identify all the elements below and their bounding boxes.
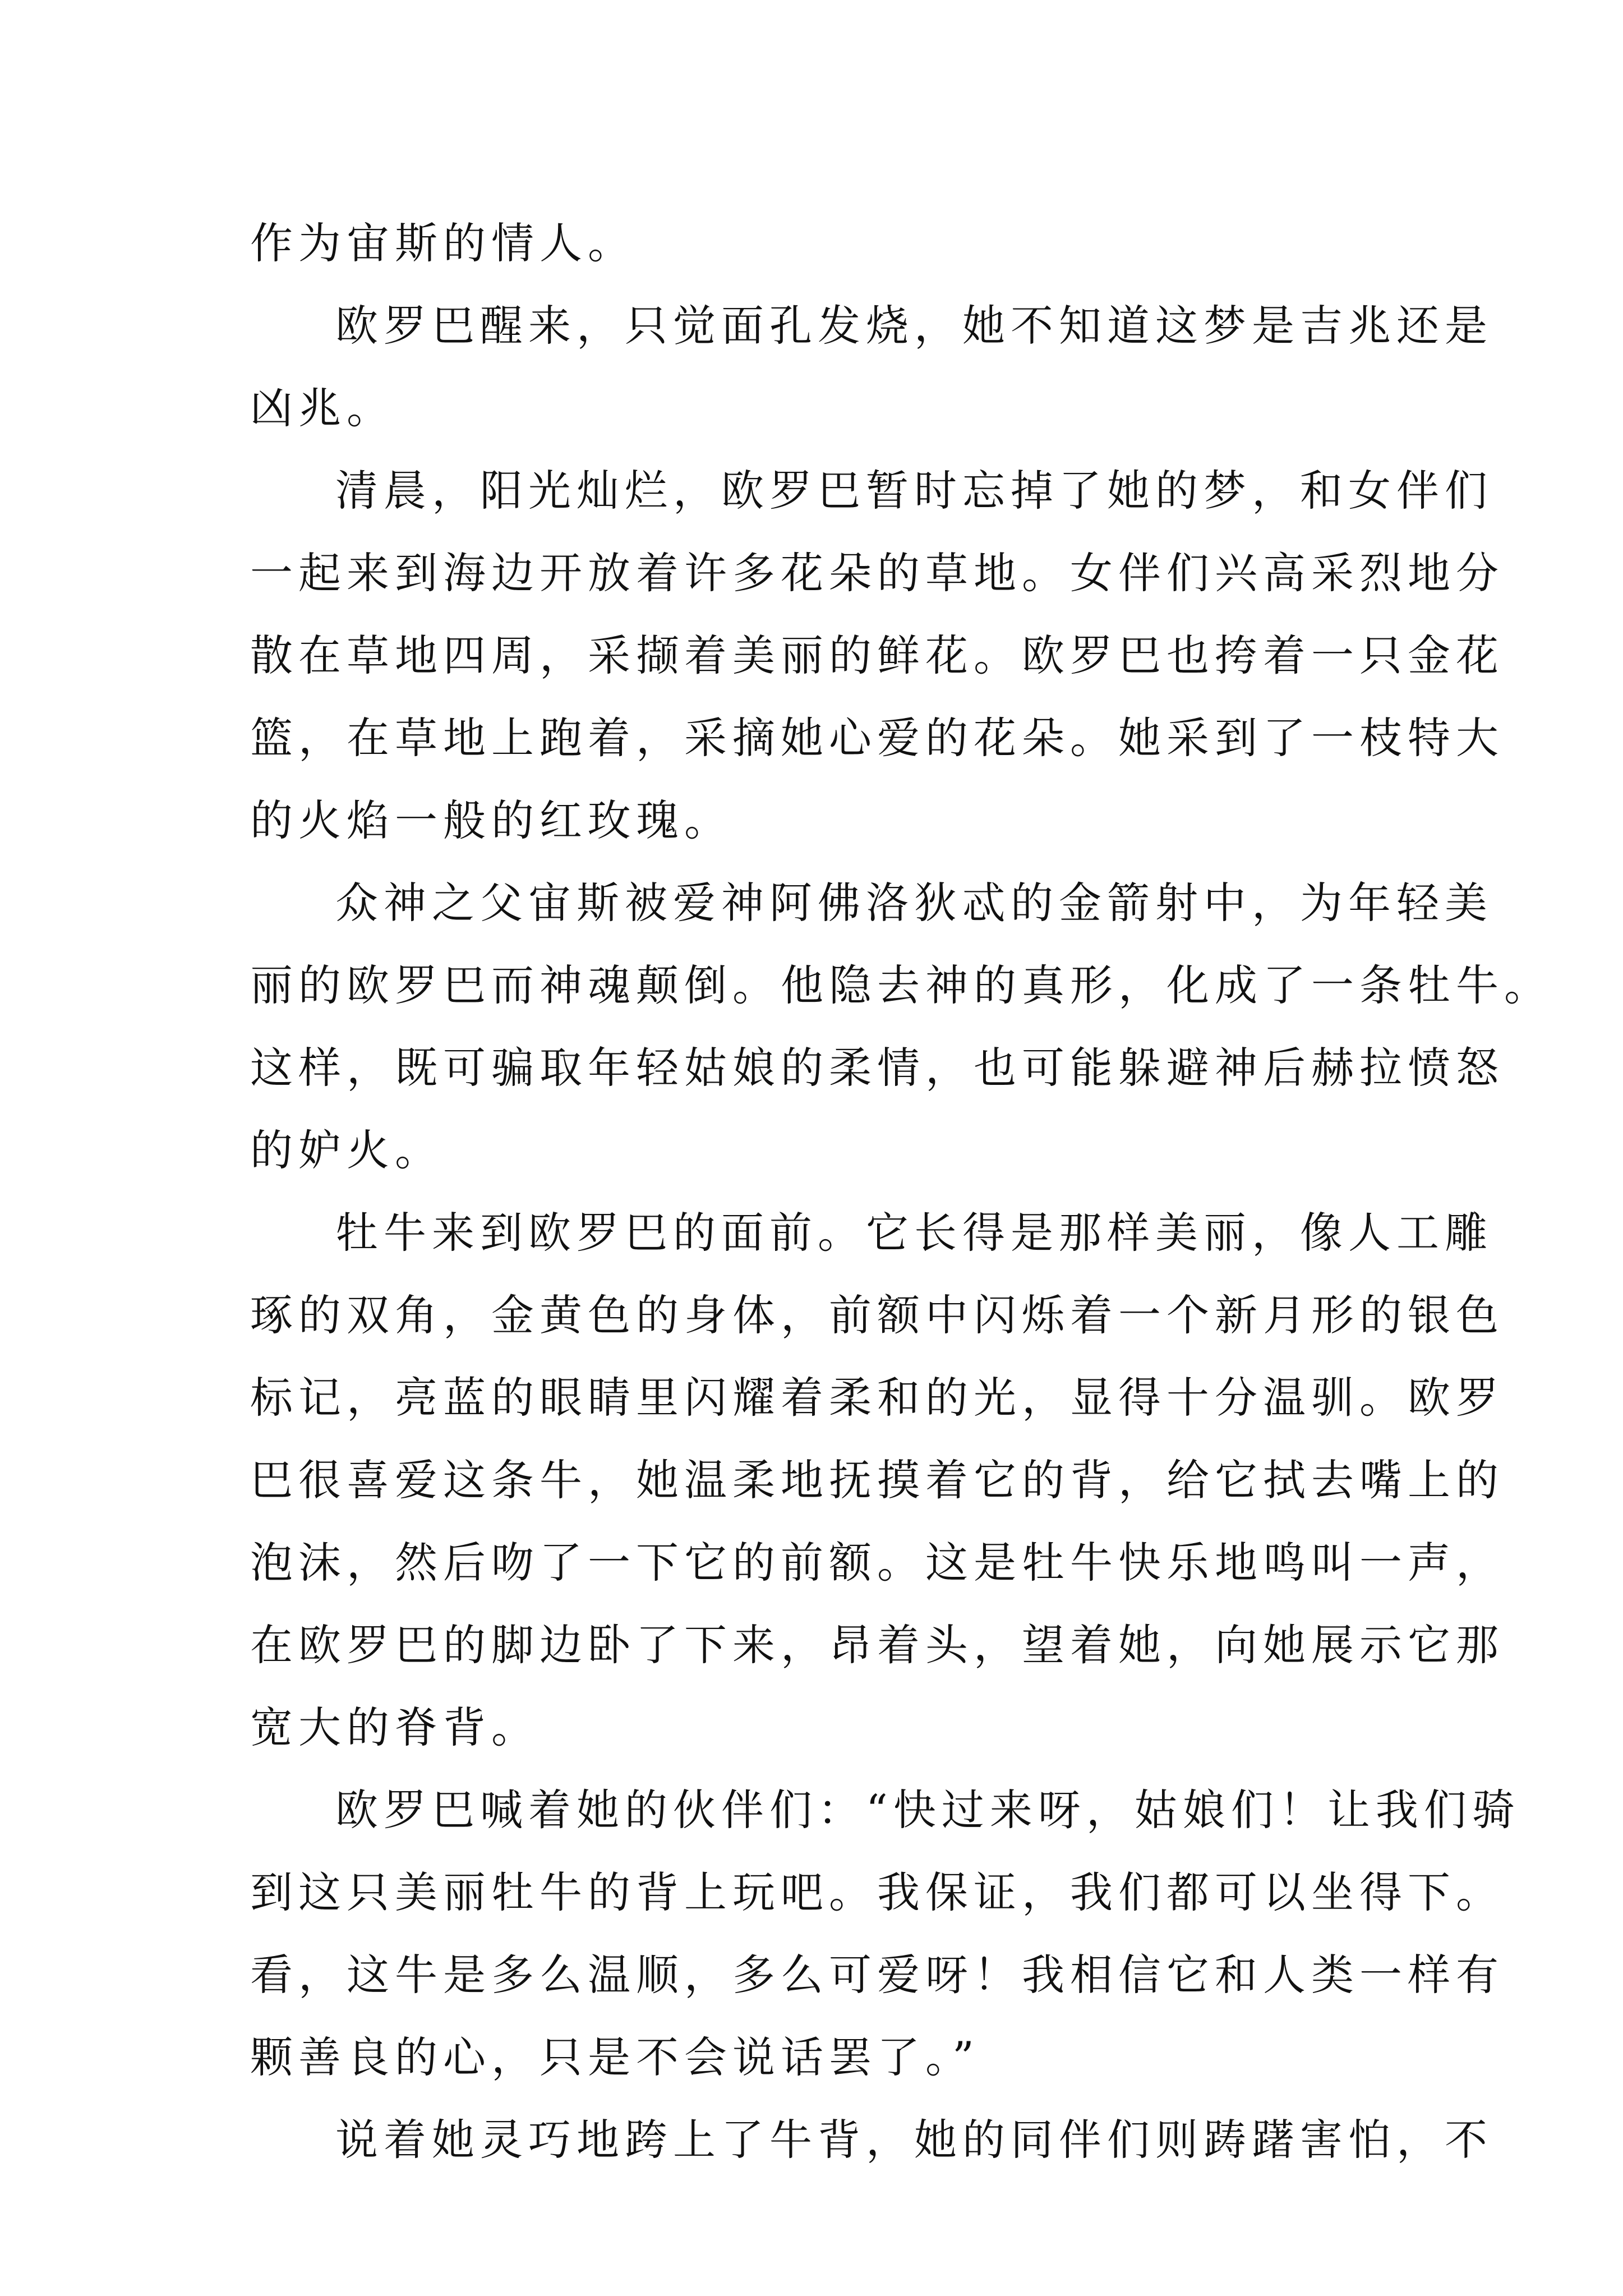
text-line: 泡沫，然后吻了一下它的前额。这是牡牛快乐地鸣叫一声， xyxy=(250,1538,1504,1588)
text-line: 一起来到海边开放着许多花朵的草地。女伴们兴高采烈地分 xyxy=(250,548,1504,598)
paragraph-1 xyxy=(250,202,1380,284)
text-line: 散在草地四周，采撷着美丽的鲜花。欧罗巴也挎着一只金花 xyxy=(250,631,1504,680)
text-line: 欧罗巴醒来，只觉面孔发烧，她不知道这梦是吉兆还是 xyxy=(335,301,1493,351)
paragraph-7 xyxy=(250,2099,1493,2181)
text-line: 的火焰一般的红玫瑰。 xyxy=(250,795,732,845)
text-line: 在欧罗巴的脚边卧了下来，昂着头，望着她，向她展示它那 xyxy=(250,1620,1504,1670)
text-line: 作为宙斯的情人。 xyxy=(250,218,636,268)
text-line: 到这只美丽牡牛的背上玩吧。我保证，我们都可以坐得下。 xyxy=(250,1867,1504,1917)
paragraph-2 xyxy=(250,284,1493,449)
text-line: 牡牛来到欧罗巴的面前。它长得是那样美丽，像人工雕 xyxy=(335,1208,1493,1258)
text-line: 丽的欧罗巴而神魂颠倒。他隐去神的真形，化成了一条牡牛。 xyxy=(250,960,1552,1010)
text-line: 颗善良的心，只是不会说话罢了。” xyxy=(250,2032,980,2082)
text-line: 这样，既可骗取年轻姑娘的柔情，也可能躲避神后赫拉愤怒 xyxy=(250,1043,1504,1093)
text-line: 清晨，阳光灿烂，欧罗巴暂时忘掉了她的梦，和女伴们 xyxy=(335,466,1493,516)
text-line: 宽大的脊背。 xyxy=(250,1703,540,1752)
paragraph-4 xyxy=(250,862,1552,1191)
text-line: 篮，在草地上跑着，采摘她心爱的花朵。她采到了一枝特大 xyxy=(250,713,1504,763)
paragraph-5 xyxy=(250,1191,1504,1769)
paragraph-6 xyxy=(250,1769,1520,2099)
text-line: 标记，亮蓝的眼睛里闪耀着柔和的光，显得十分温驯。欧罗 xyxy=(250,1373,1504,1423)
text-line: 欧罗巴喊着她的伙伴们：“快过来呀，姑娘们！让我们骑 xyxy=(335,1785,1520,1835)
text-line: 的妒火。 xyxy=(250,1125,443,1175)
text-line: 巴很喜爱这条牛，她温柔地抚摸着它的背，给它拭去嘴上的 xyxy=(250,1455,1504,1505)
text-line: 说着她灵巧地跨上了牛背，她的同伴们则踌躇害怕，不 xyxy=(335,2115,1493,2165)
text-line: 琢的双角，金黄色的身体，前额中闪烁着一个新月形的银色 xyxy=(250,1290,1504,1340)
paragraph-3 xyxy=(250,449,1504,862)
document-body xyxy=(250,202,1552,2181)
text-line: 看，这牛是多么温顺，多么可爱呀！我相信它和人类一样有 xyxy=(250,1950,1504,2000)
text-line: 众神之父宙斯被爱神阿佛洛狄忒的金箭射中，为年轻美 xyxy=(335,878,1493,928)
text-line: 凶兆。 xyxy=(250,383,395,433)
